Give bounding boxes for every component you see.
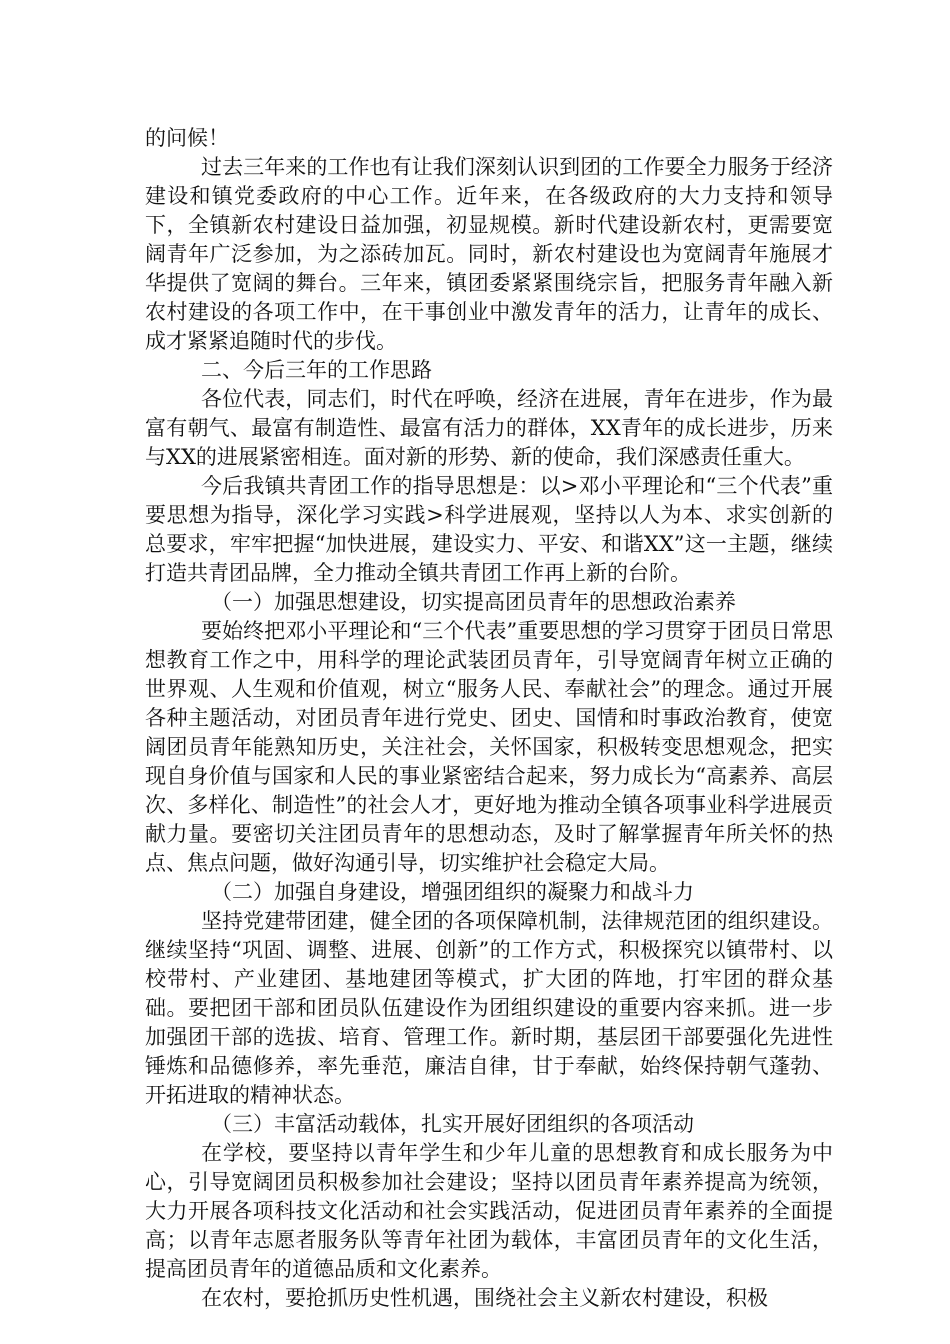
paragraph-ideology: 要始终把邓小平理论和“三个代表”重要思想的学习贯穿于团员日常思想教育工作之中，用科学的理论武装团员青年，引导宽阔青年树立正确的世界观、人生观和价值观，树立“服务人民、奉献社会”的理念。通过开展各种主题活动，对团员青年进行党史、团史、国情和时事政治教育，使宽阔团员青年能熟知历史，关注社会，关怀国家，积极转变思想观念，把实现自身价值与国家和人民的事业紧密结合起来，努力成长为“高素养、高层次、多样化、制造性”的社会人才，更好地为推动全镇各项事业科学进展贡献力量。要密切关注团员青年的思想动态，及时了解掌握青年所关怀的热点、焦点问题，做好沟通引导，切实维护社会稳定大局。 [145, 619, 833, 875]
paragraph-self-building: 坚持党建带团建，健全团的各项保障机制，法律规范团的组织建设。继续坚持“巩固、调整、进展、创新”的工作方式，积极探究以镇带村、以校带村、产业建团、基地建团等模式，扩大团的阵地，打牢团的群众基础。要把团干部和团员队伍建设作为团组织建设的重要内容来抓。进一步加强团干部的选拔、培育、管理工作。新时期，基层团干部要强化先进性锤炼和品德修养，率先垂范，廉洁自律，甘于奉献，始终保持朝气蓬勃、开拓进取的精神状态。 [145, 909, 833, 1107]
paragraph-countryside: 在农村，要抢抓历史性机遇，围绕社会主义新农村建设，积极 [201, 1286, 768, 1310]
subheading-1: （一）加强思想建设，切实提高团员青年的思想政治素养 [211, 590, 736, 614]
paragraph-address: 各位代表，同志们，时代在呼唤，经济在进展，青年在进步，作为最富有朝气、最富有制造性、最富有活力的群体，XX青年的成长进步，历来与XX的进展紧密相连。面对新的形势、新的使命，我们深感责任重大。 [145, 387, 833, 469]
subheading-2: （二）加强自身建设，增强团组织的凝聚力和战斗力 [211, 880, 694, 904]
section-heading-2: 二、今后三年的工作思路 [201, 358, 432, 382]
subheading-3: （三）丰富活动载体，扎实开展好团组织的各项活动 [211, 1112, 694, 1136]
paragraph-guiding-thought: 今后我镇共青团工作的指导思想是：以>邓小平理论和“三个代表”重要思想为指导，深化学习实践>科学进展观，坚持以人为本、求实创新的总要求，牢牢把握“加快进展，建设实力、平安、和谐XX”这一主题，继续打造共青团品牌，全力推动全镇共青团工作再上新的台阶。 [145, 474, 833, 585]
paragraph-review: 过去三年来的工作也有让我们深刻认识到团的工作要全力服务于经济建设和镇党委政府的中心工作。近年来，在各级政府的大力支持和领导下，全镇新农村建设日益加强，初显规模。新时代建设新农村，更需要宽阔青年广泛参加，为之添砖加瓦。同时，新农村建设也为宽阔青年施展才华提供了宽阔的舞台。三年来，镇团委紧紧围绕宗旨，把服务青年融入新农村建设的各项工作中，在干事创业中激发青年的活力，让青年的成长、成才紧紧追随时代的步伐。 [145, 155, 833, 353]
paragraph-school: 在学校，要坚持以青年学生和少年儿童的思想教育和成长服务为中心，引导宽阔团员积极参加社会建设；坚持以团员青年素养提高为统领，大力开展各项科技文化活动和社会实践活动，促进团员青年素养的全面提高；以青年志愿者服务队等青年社团为载体，丰富团员青年的文化生活，提高团员青年的道德品质和文化素养。 [145, 1141, 833, 1281]
document-body [145, 124, 833, 1313]
paragraph-greeting-end: 的问候！ [145, 126, 229, 150]
